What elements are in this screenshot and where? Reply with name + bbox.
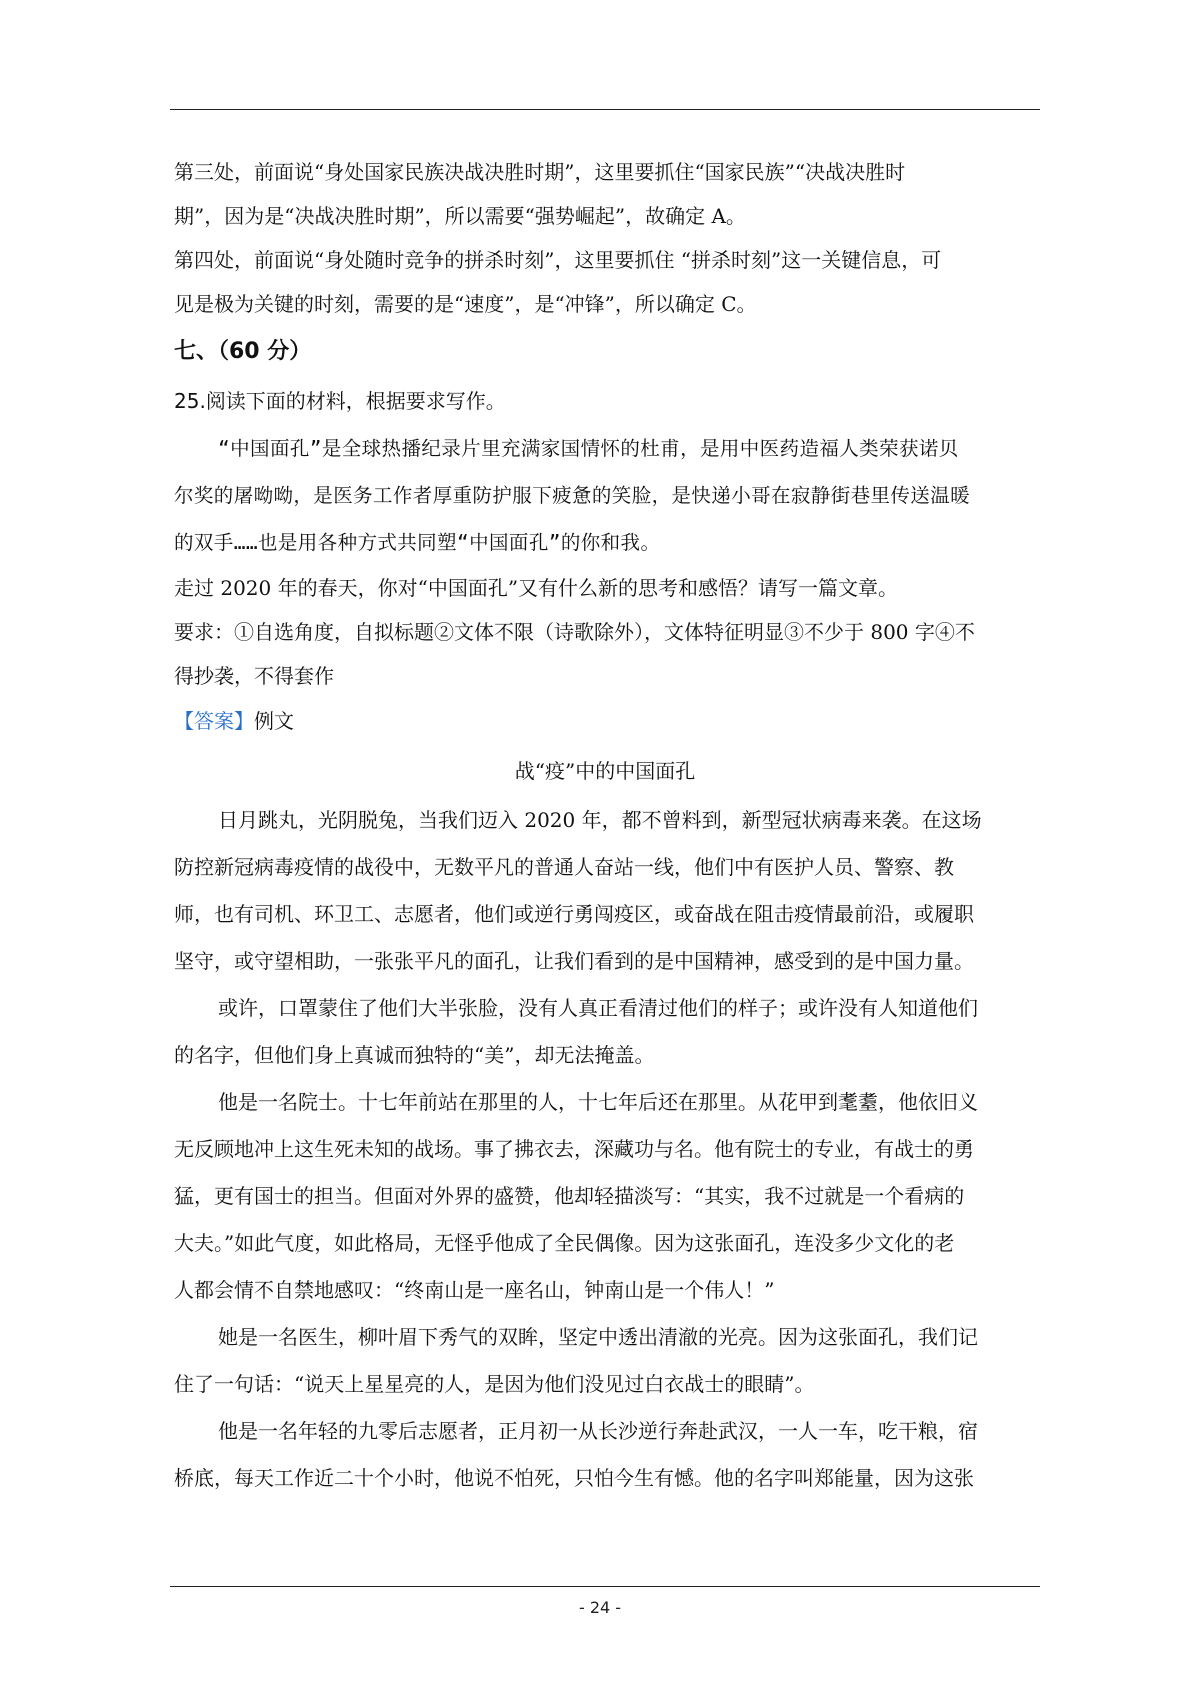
essay-line: 日月跳丸，光阴脱兔，当我们迈入 2020 年，都不曾料到，新型冠状病毒来袭。在这场 <box>218 808 982 832</box>
page-number: - 24 - <box>578 1598 622 1617</box>
question-prompt <box>174 378 1036 425</box>
section-heading: 七、（60 分） <box>174 339 312 364</box>
text-line: 第三处，前面说“身处国家民族决战决胜时期”，这里要抓住“国家民族”“决战决胜时 <box>174 160 906 184</box>
page-content <box>174 150 1036 1502</box>
essay-line: 人都会情不自禁地感叹：“终南山是一座名山，钟南山是一个伟人！” <box>174 1278 775 1302</box>
text-line: 第四处，前面说“身处随时竞争的拼杀时刻”，这里要抓住 “拼杀时刻”这一关键信息，可 <box>174 248 942 272</box>
essay-line: 坚守，或守望相助，一张张平凡的面孔，让我们看到的是中国精神，感受到的是中国力量。 <box>174 949 974 973</box>
analysis-fourth <box>174 238 1036 326</box>
essay-line: 他是一名院士。十七年前站在那里的人，十七年后还在那里。从花甲到耄耋，他依旧义 <box>218 1090 978 1114</box>
question-material <box>174 425 1036 566</box>
question-task: 走过 2020 年的春天，你对“中国面孔”又有什么新的思考和感悟？请写一篇文章。 <box>174 576 899 600</box>
essay-paragraph <box>174 1079 1036 1314</box>
question-prompt-text: 阅读下面的材料，根据要求写作。 <box>205 389 506 413</box>
essay-line: 她是一名医生，柳叶眉下秀气的双眸，坚定中透出清澈的光亮。因为这张面孔，我们记 <box>218 1325 978 1349</box>
question-number: 25. <box>174 389 206 413</box>
answer-tag: 【答案】 <box>174 709 254 733</box>
essay-paragraph <box>174 1408 1036 1502</box>
essay-line: 大夫。”如此气度，如此格局，无怪乎他成了全民偶像。因为这张面孔，连没多少文化的老 <box>174 1231 955 1255</box>
requirements-line: 得抄袭，不得套作 <box>174 664 334 688</box>
essay-line: 无反顾地冲上这生死未知的战场。事了拂衣去，深藏功与名。他有院士的专业，有战士的勇 <box>174 1137 974 1161</box>
material-line: 尔奖的屠呦呦，是医务工作者厚重防护服下疲惫的笑脸，是快递小哥在寂静街巷里传送温暖 <box>174 484 971 507</box>
material-line: 的双手……也是用各种方式共同塑“中国面孔”的你和我。 <box>174 531 661 554</box>
essay-line: 住了一句话：“说天上星星亮的人，是因为他们没见过白衣战士的眼睛”。 <box>174 1372 815 1396</box>
essay-line: 他是一名年轻的九零后志愿者，正月初一从长沙逆行奔赴武汉，一人一车，吃干粮，宿 <box>218 1419 978 1443</box>
essay-paragraph <box>174 1314 1036 1408</box>
material-line: “中国面孔”是全球热播纪录片里充满家国情怀的杜甫，是用中医药造福人类荣获诺贝 <box>218 437 959 460</box>
footer-rule <box>170 1586 1040 1587</box>
analysis-third <box>174 150 1036 238</box>
text-line: 期”，因为是“决战决胜时期”，所以需要“强势崛起”，故确定 A。 <box>174 204 746 228</box>
header-rule <box>170 109 1040 110</box>
essay-line: 的名字，但他们身上真诚而独特的“美”，却无法掩盖。 <box>174 1043 655 1067</box>
requirements-line: 要求：①自选角度，自拟标题②文体不限（诗歌除外），文体特征明显③不少于 800 字④不 <box>174 620 975 644</box>
answer-label: 例文 <box>254 709 294 733</box>
essay-paragraph <box>174 797 1036 985</box>
essay-line: 师，也有司机、环卫工、志愿者，他们或逆行勇闯疫区，或奋战在阻击疫情最前沿，或履职 <box>174 902 974 926</box>
essay-title: 战“疫”中的中国面孔 <box>514 759 696 783</box>
essay-paragraph <box>174 985 1036 1079</box>
text-line: 见是极为关键的时刻，需要的是“速度”，是“冲锋”，所以确定 C。 <box>174 292 757 316</box>
essay-line: 猛，更有国士的担当。但面对外界的盛赞，他却轻描淡写：“其实，我不过就是一个看病的 <box>174 1184 965 1208</box>
answer-header <box>174 698 1036 745</box>
essay-line: 桥底，每天工作近二十个小时，他说不怕死，只怕今生有憾。他的名字叫郑能量，因为这张 <box>174 1466 974 1490</box>
essay-line: 防控新冠病毒疫情的战役中，无数平凡的普通人奋站一线，他们中有医护人员、警察、教 <box>174 855 954 879</box>
essay-line: 或许，口罩蒙住了他们大半张脸，没有人真正看清过他们的样子；或许没有人知道他们 <box>218 996 978 1020</box>
